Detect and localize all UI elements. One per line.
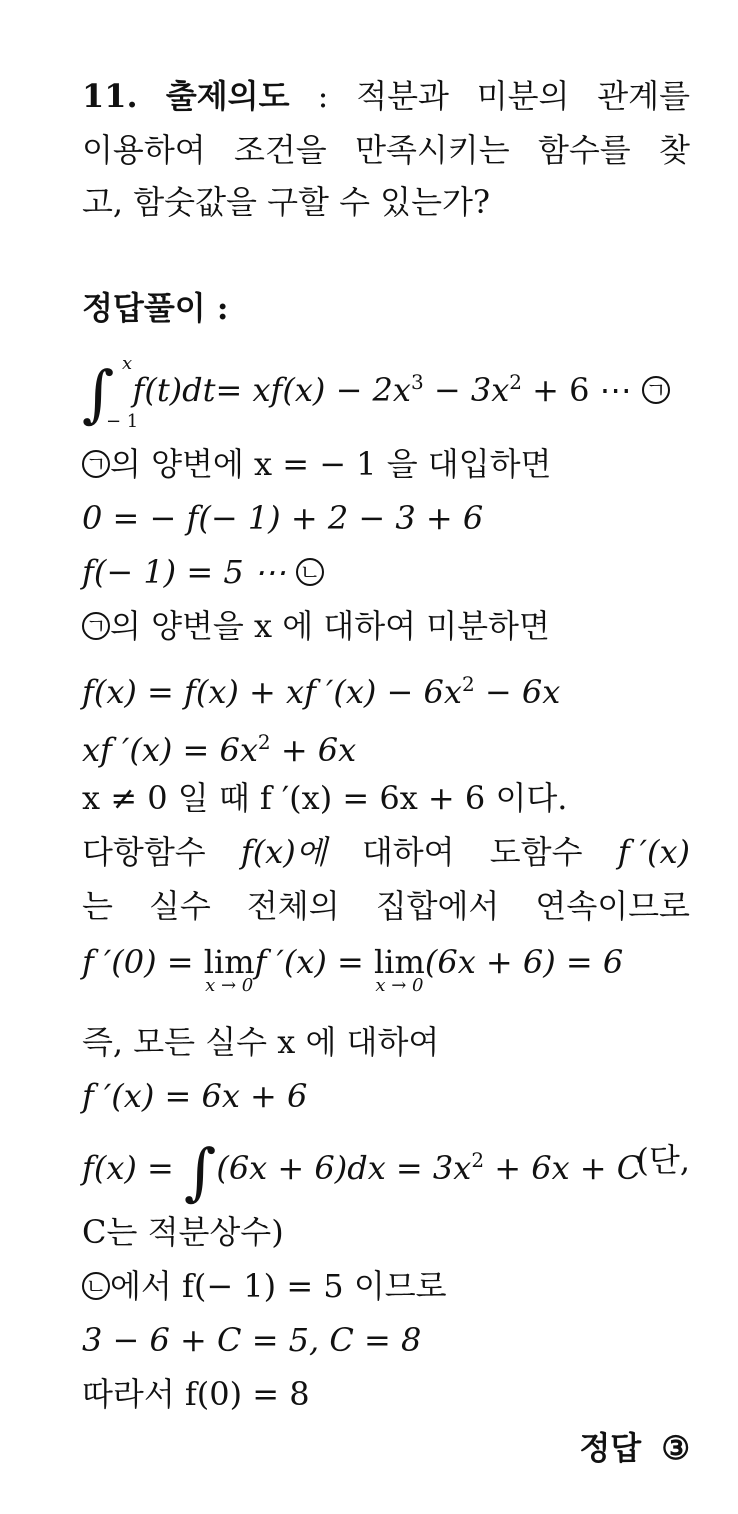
equation-rhs: = xf(x) − 2x: [215, 371, 411, 409]
answer-mark: ③: [661, 1429, 690, 1467]
exponent: 2: [509, 370, 522, 394]
step-text: xf ′(x) = 6x: [82, 731, 258, 769]
problem-number: 11.: [82, 77, 138, 115]
step-line-12: 즉, 모든 실수 x 에 대하여: [82, 1023, 440, 1061]
integrand: f(t)dt: [132, 371, 216, 409]
integral-sign: ∫: [184, 1135, 217, 1208]
intent-line-1: [82, 76, 690, 116]
lim-word: lim: [374, 943, 425, 981]
step-line-9: [82, 832, 690, 872]
step-line-14: [82, 1135, 690, 1208]
step-text: (6x + 6)dx = 3x: [216, 1149, 472, 1187]
step-note: (단,: [636, 1141, 690, 1179]
step-line-10: [82, 886, 690, 926]
solution-heading: 정답풀이 :: [82, 289, 229, 327]
step-text: f(x) =: [82, 1149, 185, 1187]
limit: [374, 942, 425, 996]
step-word: f(x)에: [240, 833, 327, 871]
step-text: f(x) = f(x) + xf ′(x) − 6x: [82, 673, 462, 711]
step-word: 대하여: [361, 833, 455, 871]
step-line-8: x ≠ 0 일 때 f ′(x) = 6x + 6 이다.: [82, 779, 568, 817]
step-line-3: 0 = − f(− 1) + 2 − 3 + 6: [82, 499, 484, 537]
step-text: + 6x: [270, 731, 357, 769]
answer: [579, 1428, 690, 1468]
equation-tail: + 6 ⋯: [521, 371, 642, 409]
step-word: f ′(x): [617, 833, 690, 871]
step-word: 는: [82, 887, 113, 925]
mark-giyeok: ㄱ: [82, 612, 110, 640]
exponent: 2: [461, 672, 475, 696]
intent-word: 찾: [659, 131, 690, 169]
mark-giyeok: ㄱ: [82, 450, 110, 478]
integral-lower-limit: − 1: [106, 411, 139, 432]
equation-rhs: − 3x: [423, 371, 510, 409]
limit-line: [82, 942, 623, 1012]
step-word: 집합에서: [375, 887, 500, 925]
step-text: 의 양변을 x 에 대하여 미분하면: [110, 607, 550, 645]
intent-word: 이용하여: [82, 131, 206, 169]
exponent: 3: [410, 370, 424, 394]
exponent: 2: [471, 1148, 485, 1172]
mark-nieun: ㄴ: [296, 558, 324, 586]
intent-colon: :: [317, 77, 329, 115]
step-line-5: [82, 606, 550, 646]
step-line-7: [82, 722, 356, 770]
step-text: f ′(x) =: [254, 943, 375, 981]
step-word: 도함수: [489, 833, 583, 871]
intent-word: 조건을: [233, 131, 327, 169]
lim-word: lim: [203, 943, 255, 981]
intent-line-3: 고, 함숫값을 구할 수 있는가?: [82, 183, 491, 221]
step-text: f ′(0) =: [82, 943, 204, 981]
lim-subscript: x → 0: [205, 975, 254, 996]
intent-label: 출제의도: [165, 77, 290, 115]
answer-label: 정답: [579, 1429, 642, 1467]
step-text: + 6x + C: [484, 1149, 642, 1187]
intent-word: 관계를: [597, 77, 690, 115]
solution-page: [82, 0, 690, 1514]
step-word: 연속이므로: [535, 887, 690, 925]
limit: [203, 942, 255, 996]
step-line-17: 3 − 6 + C = 5, C = 8: [82, 1321, 422, 1359]
equation-1: [82, 353, 670, 432]
step-text: 에서 f(− 1) = 5 이므로: [110, 1267, 447, 1305]
integral-sign: ∫: [82, 357, 115, 430]
intent-word: 함수를: [537, 131, 631, 169]
exponent: 2: [257, 730, 271, 754]
step-line-18: 따라서 f(0) = 8: [82, 1375, 310, 1413]
step-word: 실수: [148, 887, 211, 925]
intent-word: 미분의: [476, 77, 570, 115]
mark-nieun: ㄴ: [82, 1272, 110, 1300]
step-line-6: [82, 664, 560, 712]
step-text: f(− 1) = 5 ⋯: [82, 553, 297, 591]
intent-word: 만족시키는: [355, 131, 510, 169]
mark-giyeok: ㄱ: [642, 376, 670, 404]
step-word: 전체의: [246, 887, 340, 925]
step-word: 다항함수: [82, 833, 206, 871]
step-text: (6x + 6) = 6: [424, 943, 624, 981]
integral-upper-limit: x: [122, 353, 133, 374]
intent-word: 적분과: [356, 77, 449, 115]
step-text: − 6x: [474, 673, 561, 711]
step-line-4: [82, 552, 324, 592]
lim-subscript: x → 0: [375, 975, 424, 996]
step-line-16: [82, 1266, 447, 1306]
step-line-2: [82, 444, 551, 484]
step-line-15: C는 적분상수): [82, 1213, 284, 1251]
intent-line-2: [82, 130, 690, 170]
step-text: 의 양변에 x = − 1 을 대입하면: [110, 445, 552, 483]
step-line-13: f ′(x) = 6x + 6: [82, 1077, 308, 1115]
